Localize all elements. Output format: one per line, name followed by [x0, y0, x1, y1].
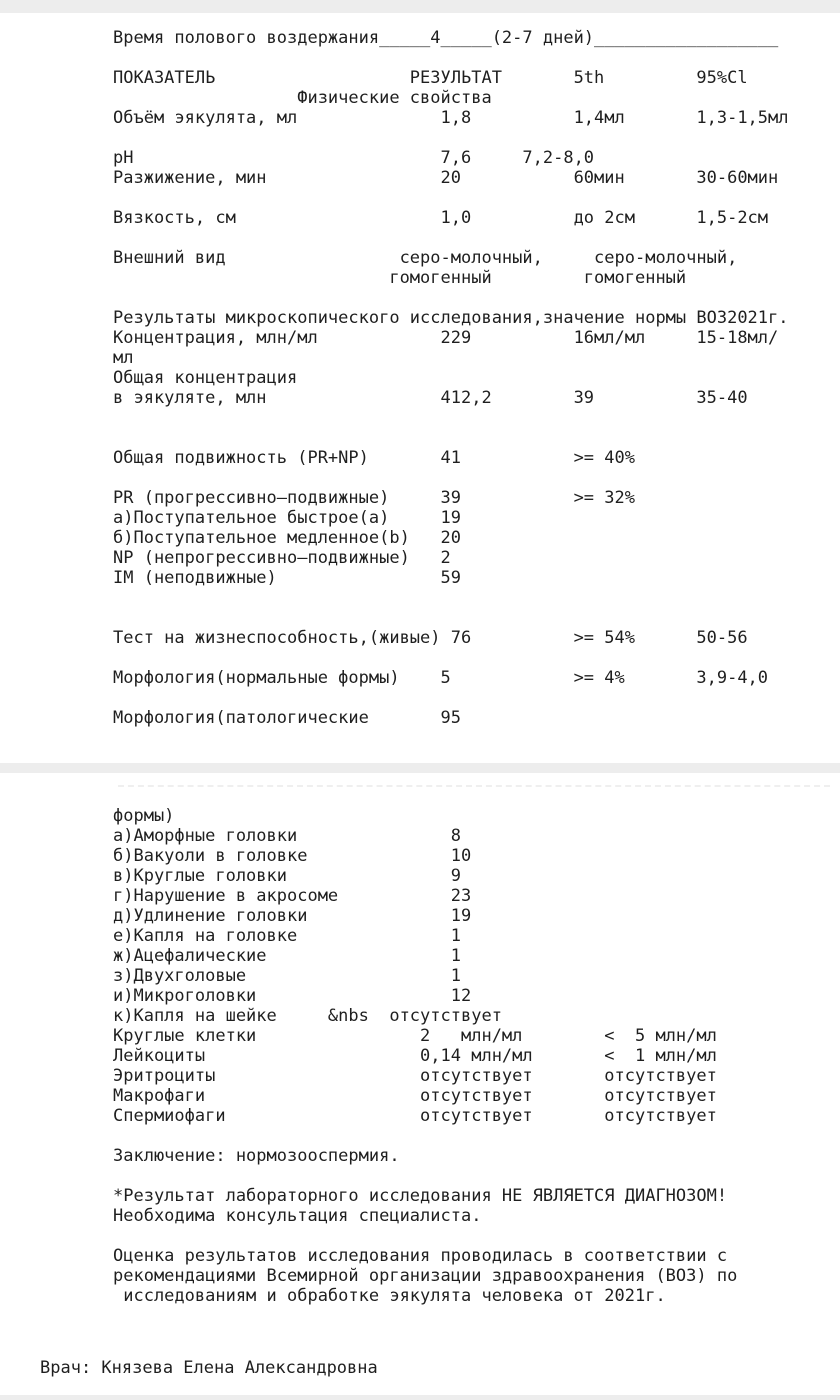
row-total-motility: Общая подвижность (PR+NP) 41 >= 40%	[113, 448, 635, 468]
report-page-2	[113, 806, 737, 1306]
row-elongated-heads: д)Удлинение головки 19	[113, 906, 472, 926]
row-abstinence-time: Время полового воздержания_____4_____(2-7 дней)__________________	[113, 28, 779, 48]
row-leukocytes: Лейкоциты 0,14 млн/мл < 1 млн/мл	[113, 1046, 717, 1066]
row-who-note-line3: исследованиям и обработке эякулята человека от 2021г.	[113, 1286, 666, 1306]
row-np-motile: NP (непрогрессивно–подвижные) 2	[113, 548, 451, 568]
row-concentration-line2: мл	[113, 348, 134, 368]
spacer-line	[113, 128, 789, 148]
row-viscosity: Вязкость, см 1,0 до 2см 1,5-2см	[113, 208, 769, 228]
row-appearance-line2: гомогенный гомогенный	[113, 268, 687, 288]
row-appearance-line1: Внешний вид серо-молочный, серо-молочный,	[113, 248, 738, 268]
row-viability-test: Тест на жизнеспособность,(живые) 76 >= 54% 50-56	[113, 628, 748, 648]
row-volume: Объём эякулята, мл 1,8 1,4мл 1,3-1,5мл	[113, 108, 789, 128]
row-concentration-line1: Концентрация, млн/мл 229 16мл/мл 15-18мл/	[113, 328, 779, 348]
row-who-note-line1: Оценка результатов исследования проводилась в соответствии с	[113, 1246, 728, 1266]
spacer-line	[113, 48, 789, 68]
bottom-separator-band	[0, 1395, 840, 1400]
spacer-line	[113, 1166, 737, 1186]
row-head-droplet: е)Капля на головке 1	[113, 926, 461, 946]
row-progressive-slow: б)Поступательное медленное(b) 20	[113, 528, 461, 548]
row-section-physical: Физические свойства	[113, 88, 492, 108]
row-forms-continuation: формы)	[113, 806, 175, 826]
spacer-line	[113, 588, 789, 608]
spacer-line	[113, 228, 789, 248]
row-conclusion: Заключение: нормозооспермия.	[113, 1146, 400, 1166]
row-progressive-fast: а)Поступательное быстрое(а) 19	[113, 508, 461, 528]
spacer-line	[113, 288, 789, 308]
row-total-concentration-line2: в эякуляте, млн 412,2 39 35-40	[113, 388, 748, 408]
row-amorphous-heads: а)Аморфные головки 8	[113, 826, 461, 846]
row-acephalic: ж)Ацефалические 1	[113, 946, 461, 966]
spacer-line	[113, 468, 789, 488]
row-ph: pH 7,6 7,2-8,0	[113, 148, 595, 168]
faint-scan-line	[118, 785, 830, 787]
row-who-note-line2: рекомендациями Всемирной организации здравоохранения (ВОЗ) по	[113, 1266, 738, 1286]
row-neck-droplet: к)Капля на шейке &nbs отсутствует	[113, 1006, 502, 1026]
page-separator-band	[0, 763, 840, 773]
spacer-line	[113, 408, 789, 428]
row-microheads: и)Микроголовки 12	[113, 986, 472, 1006]
doctor-line: Врач: Князева Елена Александровна	[40, 1358, 378, 1378]
row-spermiophages: Спермиофаги отсутствует отсутствует	[113, 1106, 717, 1126]
row-disclaimer-line1: *Результат лабораторного исследования НЕ ЯВЛЯЕТСЯ ДИАГНОЗОМ!	[113, 1186, 728, 1206]
row-morphology-normal: Морфология(нормальные формы) 5 >= 4% 3,9-4,0	[113, 668, 769, 688]
row-immotile: IM (неподвижные) 59	[113, 568, 461, 588]
row-acrosome-defect: г)Нарушение в акросоме 23	[113, 886, 472, 906]
row-total-concentration-line1: Общая концентрация	[113, 368, 298, 388]
row-microscopy-header: Результаты микроскопического исследования,значение нормы ВОЗ2021г.	[113, 308, 789, 328]
spacer-line	[113, 188, 789, 208]
row-round-heads: в)Круглые головки 9	[113, 866, 461, 886]
row-head-vacuoles: б)Вакуоли в головке 10	[113, 846, 472, 866]
row-liquefaction: Разжижение, мин 20 60мин 30-60мин	[113, 168, 779, 188]
spacer-line	[113, 608, 789, 628]
spacer-line	[113, 428, 789, 448]
row-disclaimer-line2: Необходима консультация специалиста.	[113, 1206, 482, 1226]
top-separator-band	[0, 0, 840, 13]
spacer-line	[113, 1226, 737, 1246]
row-pr-motile: PR (прогрессивно–подвижные) 39 >= 32%	[113, 488, 635, 508]
row-round-cells: Круглые клетки 2 млн/мл < 5 млн/мл	[113, 1026, 717, 1046]
row-morphology-pathological: Морфология(патологические 95	[113, 708, 461, 728]
spacer-line	[113, 1126, 737, 1146]
spacer-line	[113, 688, 789, 708]
row-two-headed: з)Двухголовые 1	[113, 966, 461, 986]
spacer-line	[113, 648, 789, 668]
report-page-1	[113, 28, 789, 728]
row-macrophages: Макрофаги отсутствует отсутствует	[113, 1086, 717, 1106]
row-erythrocytes: Эритроциты отсутствует отсутствует	[113, 1066, 717, 1086]
row-table-header: ПОКАЗАТЕЛЬ РЕЗУЛЬТАТ 5th 95%Cl	[113, 68, 748, 88]
